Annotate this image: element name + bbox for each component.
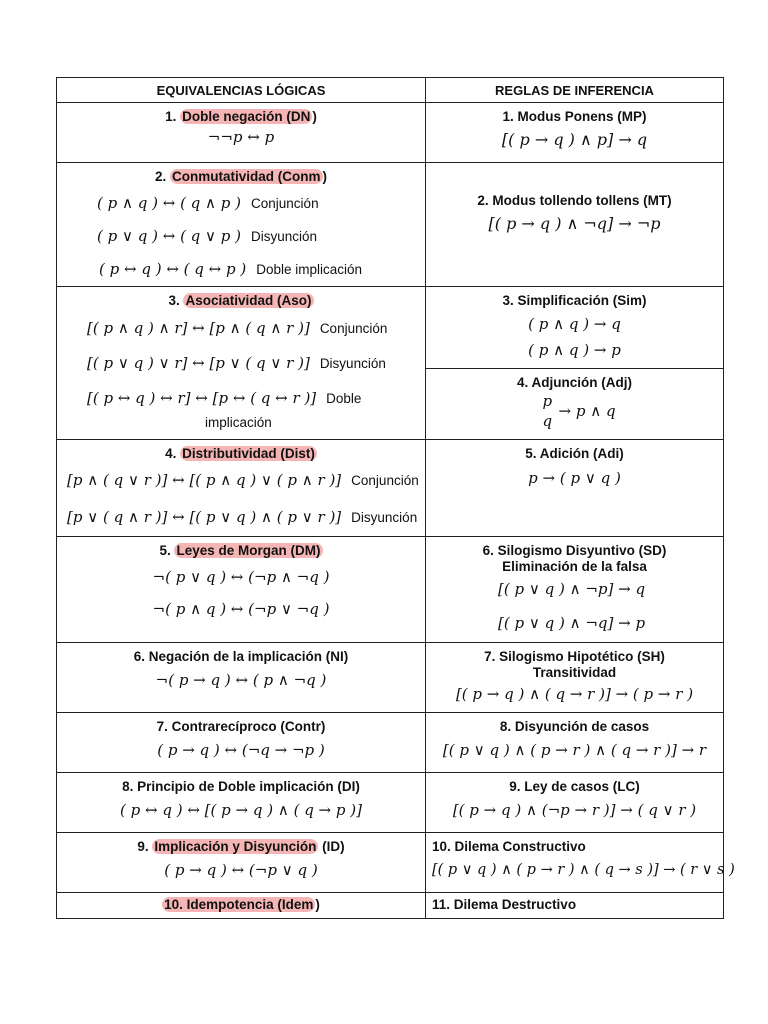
- item-abbr: (NI): [325, 649, 349, 664]
- item-number: 1.: [165, 109, 177, 124]
- item-name: Contrarecíproco: [171, 719, 277, 734]
- highlight-mark: [183, 293, 313, 308]
- item-abbr: (Conm: [277, 169, 321, 184]
- cell-leyes-de-morgan: [57, 537, 426, 643]
- item-abbr: (Aso): [277, 293, 312, 308]
- item-number: 7.: [156, 719, 168, 734]
- equivalence-title: [57, 287, 425, 309]
- formula: ( p → q ) ↔ (¬p ∨ q ): [164, 861, 318, 879]
- item-abbr: (DI): [337, 779, 360, 794]
- item-abbr: (Contr): [280, 719, 326, 734]
- rule-title: 11. Dilema Destructivo: [432, 897, 577, 912]
- cell-silogismo-disyuntivo: [426, 537, 724, 643]
- formula: ¬( p ∨ q ) ↔ (¬p ∧ ¬q ): [152, 568, 330, 586]
- formula-line: [57, 253, 425, 286]
- item-name: Asociatividad: [185, 293, 274, 308]
- formula-label: Disyunción: [251, 229, 318, 244]
- item-name: Conmutatividad: [172, 169, 275, 184]
- formula: [( p → q ) ∧ p] → q: [501, 130, 648, 149]
- item-number: 4.: [165, 446, 177, 461]
- highlight-mark: [180, 446, 317, 461]
- rule-subtitle: Transitividad: [532, 665, 617, 680]
- cell-conmutatividad: [57, 163, 426, 287]
- premise-bottom: q: [542, 412, 553, 430]
- cell-adicion: [426, 440, 724, 537]
- highlight-mark: [152, 839, 318, 854]
- equivalence-title: [57, 440, 425, 462]
- formula: ( p ∧ q ) ↔ ( q ∧ p ): [97, 194, 242, 212]
- highlight-mark: [170, 169, 323, 184]
- cell-contrareciproco: [57, 713, 426, 773]
- rule-title: 10. Dilema Constructivo: [432, 839, 586, 854]
- highlight-mark: [180, 109, 312, 124]
- formula: [( p → q ) ∧ ¬q] → ¬p: [488, 214, 661, 233]
- stacked-premises: [515, 391, 635, 431]
- item-name: Idempotencia: [186, 897, 274, 912]
- item-number: 2.: [154, 169, 167, 184]
- item-number: 9.: [137, 839, 149, 854]
- item-tail: ): [315, 897, 320, 912]
- formula: [( p ∨ q ) ∨ r] ↔ [p ∨ ( q ∨ r )]: [87, 354, 310, 372]
- item-name: Principio de Doble implicación: [137, 779, 334, 794]
- item-number: 3.: [168, 293, 180, 308]
- item-abbr: (DN: [286, 109, 311, 124]
- item-abbr: (Dist): [280, 446, 315, 461]
- equivalence-title: [57, 537, 425, 559]
- cell-simplificacion: [426, 287, 724, 369]
- formula: [( p ∨ q ) ∧ ¬p] → q: [498, 580, 646, 598]
- item-number: 6.: [133, 649, 145, 664]
- cell-dilema-destructivo: [426, 893, 724, 919]
- equivalence-title: [57, 893, 425, 913]
- formula: [( p ∨ q ) ∧ ( p → r ) ∧ ( q → s )] → ( r ∨ s ): [432, 862, 735, 878]
- formula: ( p ↔ q ) ↔ [( p → q ) ∧ ( q → p )]: [120, 801, 362, 819]
- formula: ( p ∧ q ) → p: [528, 341, 621, 359]
- formula: ¬¬p ↔ p: [207, 128, 275, 146]
- formula: [( p ∨ q ) ∧ ¬q] → p: [498, 614, 646, 632]
- formula: ( p ∧ q ) → q: [528, 315, 621, 333]
- cell-idempotencia: [57, 893, 426, 919]
- formula-label: Doble implicación: [256, 262, 363, 277]
- item-tail: ): [322, 169, 328, 184]
- rule-title: 4. Adjunción (Adj): [517, 375, 632, 390]
- item-number: 5.: [159, 543, 171, 558]
- cell-doble-implicacion: [57, 773, 426, 833]
- item-name: Leyes de Morgan: [176, 543, 287, 558]
- rule-title: 2. Modus tollendo tollens (MT): [477, 193, 672, 208]
- equivalence-title: [57, 713, 425, 735]
- formula: [( p → q ) ∧ ( q → r )] → ( p → r ): [455, 685, 694, 703]
- rule-title: 3. Simplificación (Sim): [502, 293, 647, 308]
- cell-negacion-implicacion: [57, 643, 426, 713]
- formula-line: [57, 499, 425, 536]
- cell-asociatividad: [57, 287, 426, 440]
- logic-rules-table: [56, 77, 735, 919]
- cell-disyuncion-casos: [426, 713, 724, 773]
- cell-dilema-constructivo: [426, 833, 735, 893]
- formula: p → ( p ∨ q ): [528, 469, 621, 487]
- formula-label: Disyunción: [351, 510, 418, 525]
- formula: ( p ↔ q ) ↔ ( q ↔ p ): [99, 260, 247, 278]
- formula-label: Disyunción: [319, 356, 386, 371]
- formula-line: [57, 381, 425, 416]
- rule-title: 1. Modus Ponens (MP): [502, 109, 647, 124]
- item-tail: ): [312, 109, 317, 124]
- formula: ( p → q ) ↔ (¬q → ¬p ): [157, 741, 325, 759]
- rule-title: 9. Ley de casos (LC): [509, 779, 640, 794]
- rule-subtitle: Eliminación de la falsa: [502, 559, 647, 574]
- formula-label: Conjunción: [319, 321, 388, 336]
- formula: ¬( p → q ) ↔ ( p ∧ ¬q ): [155, 671, 327, 689]
- item-name: Implicación y Disyunción: [154, 839, 317, 854]
- rule-title: 5. Adición (Adi): [525, 446, 624, 461]
- item-abbr: (Idem: [277, 897, 314, 912]
- header-reglas: REGLAS DE INFERENCIA: [426, 78, 724, 103]
- premise-top: p: [542, 392, 553, 410]
- formula: [p ∧ ( q ∨ r )] ↔ [( p ∧ q ) ∨ ( p ∧ r )]: [67, 471, 342, 489]
- cell-modus-ponens: [426, 103, 724, 163]
- item-number: 8.: [122, 779, 134, 794]
- rule-title: 8. Disyunción de casos: [499, 719, 650, 734]
- item-name: Negación de la implicación: [148, 649, 323, 664]
- header-equivalencias: EQUIVALENCIAS LÓGICAS: [57, 78, 426, 103]
- formula-label-continuation: implicación: [205, 415, 272, 430]
- equivalence-title: [57, 103, 425, 125]
- formula: [p ∨ ( q ∧ r )] ↔ [( p ∨ q ) ∧ ( p ∨ r )]: [67, 508, 342, 526]
- formula: [( p ∨ q ) ∧ ( p → r ) ∧ ( q → r )] → r: [442, 741, 707, 759]
- cell-modus-tollens: [426, 163, 724, 287]
- formula-line: [57, 220, 425, 253]
- rule-title: 7. Silogismo Hipotético (SH): [484, 649, 665, 664]
- formula: [( p → q ) ∧ (¬p → r )] → ( q ∨ r ): [452, 801, 697, 819]
- cell-distributividad: [57, 440, 426, 537]
- formula: [( p ↔ q ) ↔ r] ↔ [p ↔ ( q ↔ r )]: [87, 389, 317, 407]
- formula-line: [57, 311, 425, 346]
- cell-ley-de-casos: [426, 773, 724, 833]
- equivalence-title: [57, 773, 425, 795]
- formula-line: [57, 346, 425, 381]
- item-name: Doble negación: [182, 109, 283, 124]
- formula-label: Conjunción: [251, 196, 319, 211]
- adjuncion-formula: [426, 391, 723, 436]
- cell-adjuncion: [426, 369, 724, 440]
- conclusion: → p ∧ q: [558, 402, 616, 420]
- highlight-mark: [174, 543, 322, 558]
- formula-label: Conjunción: [351, 473, 419, 488]
- formula-line: [57, 462, 425, 499]
- formula: ¬( p ∧ q ) ↔ (¬p ∨ ¬q ): [152, 600, 330, 618]
- equivalence-title: [57, 833, 425, 855]
- cell-doble-negacion: [57, 103, 426, 163]
- item-abbr: (ID): [322, 839, 345, 854]
- equivalence-title: [57, 643, 425, 665]
- equivalence-title: [57, 163, 425, 185]
- cell-implicacion-disyuncion: [57, 833, 426, 893]
- item-name: Distributividad: [182, 446, 277, 461]
- highlight-mark: [162, 897, 315, 912]
- item-number: 10.: [164, 897, 183, 912]
- formula: [( p ∧ q ) ∧ r] ↔ [p ∧ ( q ∧ r )]: [87, 319, 310, 337]
- rule-title: 6. Silogismo Disyuntivo (SD): [482, 543, 667, 558]
- formula-line: [57, 187, 425, 220]
- formula-label: Doble: [326, 391, 362, 406]
- cell-silogismo-hipotetico: [426, 643, 724, 713]
- item-abbr: (DM): [290, 543, 321, 558]
- formula: ( p ∨ q ) ↔ ( q ∨ p ): [97, 227, 242, 245]
